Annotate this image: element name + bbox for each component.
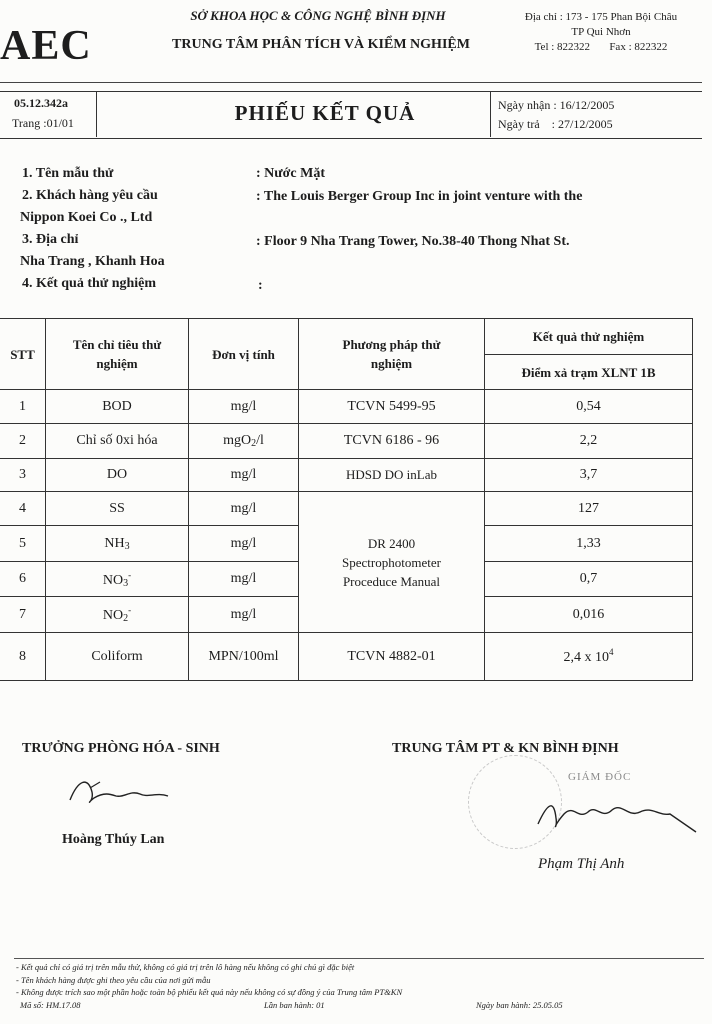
footer-notes [16,961,706,1012]
table-row [0,633,693,681]
result-label: 4. Kết quả thử nghiệm [22,276,157,291]
phone-fax-line [496,40,706,55]
row-stt: 6 [0,562,46,597]
shared-method-line2: Spectrophotometer [342,554,441,570]
sample-label: 1. Tên mẫu thử [22,166,114,181]
row-result: 1,33 [485,526,693,562]
row-method: HDSD DO inLab [299,459,485,492]
header-divider [0,82,702,83]
address-label: 3. Địa chỉ [22,232,79,247]
row-unit: mg/l [189,597,299,633]
center-name: TRUNG TÂM PHÂN TÍCH VÀ KIỂM NGHIỆM [172,37,470,52]
address-line: Địa chỉ : 173 - 175 Phan Bội Châu [524,11,678,23]
result-exponent: 4 [609,647,614,657]
name-base: NO [102,572,124,588]
footer-note: - Tên khách hàng được ghi theo yêu cầu của nơi gửi mẫu [16,974,211,985]
name-superscript: - [128,569,132,580]
address-value: : Floor 9 Nha Trang Tower, No.38-40 Thong Nhat St. [256,234,570,249]
director-role: GIÁM ĐỐC [568,771,632,783]
org-logo: AEC [0,23,92,69]
row-result: 0,54 [485,390,693,424]
table-row [0,424,693,459]
table-row [0,492,693,526]
row-name: DO [46,459,189,492]
row-result: 3,7 [485,459,693,492]
right-signature-image [530,790,700,840]
row-result: 127 [485,492,693,526]
table-row [0,459,693,492]
row-result: 0,7 [485,562,693,597]
department-name: SỞ KHOA HỌC & CÔNG NGHỆ BÌNH ĐỊNH [190,8,446,23]
row-method: TCVN 4882-01 [299,633,485,681]
row-method: TCVN 6186 - 96 [299,424,485,459]
row-result [485,633,693,681]
name-base: NO [102,608,124,623]
footer-divider [14,958,704,959]
row-stt: 4 [0,492,46,526]
header-stt: STT [0,319,46,390]
page-number: Trang :01/01 [12,116,74,130]
address-value-cont: Nha Trang , Khanh Hoa [20,254,165,269]
unit-base: mgO [223,433,252,448]
shared-method-line3: Proceduce Manual [342,573,441,589]
edition: Lần ban hành: 01 [264,999,325,1010]
row-unit: mg/l [189,390,299,424]
row-name [46,597,189,633]
row-method: TCVN 5499-95 [299,390,485,424]
right-signatory-title: TRUNG TÂM PT & KN BÌNH ĐỊNH [392,741,619,756]
row-unit: mg/l [189,492,299,526]
unit-tail: /l [256,433,264,448]
shared-method-line1: DR 2400 [367,535,416,551]
report-dates [498,96,614,134]
row-unit [189,424,299,459]
row-unit: MPN/100ml [189,633,299,681]
client-label: 2. Khách hàng yêu cầu [22,188,158,203]
row-name: BOD [46,390,189,424]
results-table [0,318,693,681]
row-stt: 3 [0,459,46,492]
city-line: TP Qui Nhơn [571,26,631,38]
row-name [46,526,189,562]
report-title: PHIẾU KẾT QUẢ [234,101,416,125]
client-value: : The Louis Berger Group Inc in joint venture with the [256,189,583,204]
received-date: Ngày nhận : 16/12/2005 [498,98,615,112]
fax-text: Fax : 822322 [609,41,668,53]
row-unit: mg/l [189,459,299,492]
header-method: Phương pháp thử nghiệm [299,319,485,390]
row-unit: mg/l [189,526,299,562]
name-subscript: 2 [123,613,129,624]
name-subscript: 3 [124,540,130,552]
footer-meta [16,999,706,1012]
form-code: Mã số: HM.17.08 [20,999,81,1010]
row-name: Chỉ số 0xi hóa [46,424,189,459]
row-stt: 7 [0,597,46,633]
table-header-row [0,319,693,355]
right-signatory-name: Phạm Thị Anh [538,856,625,872]
left-signatory-title: TRƯỞNG PHÒNG HÓA - SINH [22,741,220,756]
shared-method-cell [299,492,485,633]
phone-text: Tel : 822322 [534,41,591,53]
result-base: 2,4 x 10 [563,650,609,665]
header-unit: Đơn vị tính [189,319,299,390]
row-stt: 2 [0,424,46,459]
row-unit: mg/l [189,562,299,597]
header-result: Kết quả thử nghiệm [485,319,693,355]
row-stt: 5 [0,526,46,562]
footer-note: - Kết quả chỉ có giá trị trên mẫu thử, không có giá trị trên lô hàng nếu không có ghi chú gì đặc biệt [16,962,355,972]
left-signature-image [64,770,184,814]
header-indicator: Tên chỉ tiêu thử nghiệm [46,319,189,390]
result-value: : [258,278,263,293]
row-name [46,562,189,597]
row-result: 2,2 [485,424,693,459]
client-value-cont: Nippon Koei Co ., Ltd [20,210,153,225]
row-name: SS [46,492,189,526]
unit-subscript: 2 [251,438,257,449]
issue-date: Ngày ban hành: 25.05.05 [476,999,563,1010]
name-base: NH [104,535,125,551]
header-result-sub: Điểm xả trạm XLNT 1B [485,355,693,390]
footer-note: - Không được trích sao một phần hoặc toàn bộ phiếu kết quả này nếu không có sự đồng ý của Trung tâm PT&KN [16,987,403,997]
return-date: Ngày trả : 27/12/2005 [498,117,613,131]
name-superscript: - [128,605,132,615]
sample-value: : Nước Mặt [256,166,326,181]
row-stt: 1 [0,390,46,424]
left-signatory-name: Hoàng Thúy Lan [62,832,165,847]
name-subscript: 3 [123,577,129,589]
contact-block [496,10,706,55]
row-name: Coliform [46,633,189,681]
info-labels [22,163,165,295]
table-row [0,390,693,424]
row-stt: 8 [0,633,46,681]
row-result: 0,016 [485,597,693,633]
report-code: 05.12.342a [14,96,68,110]
